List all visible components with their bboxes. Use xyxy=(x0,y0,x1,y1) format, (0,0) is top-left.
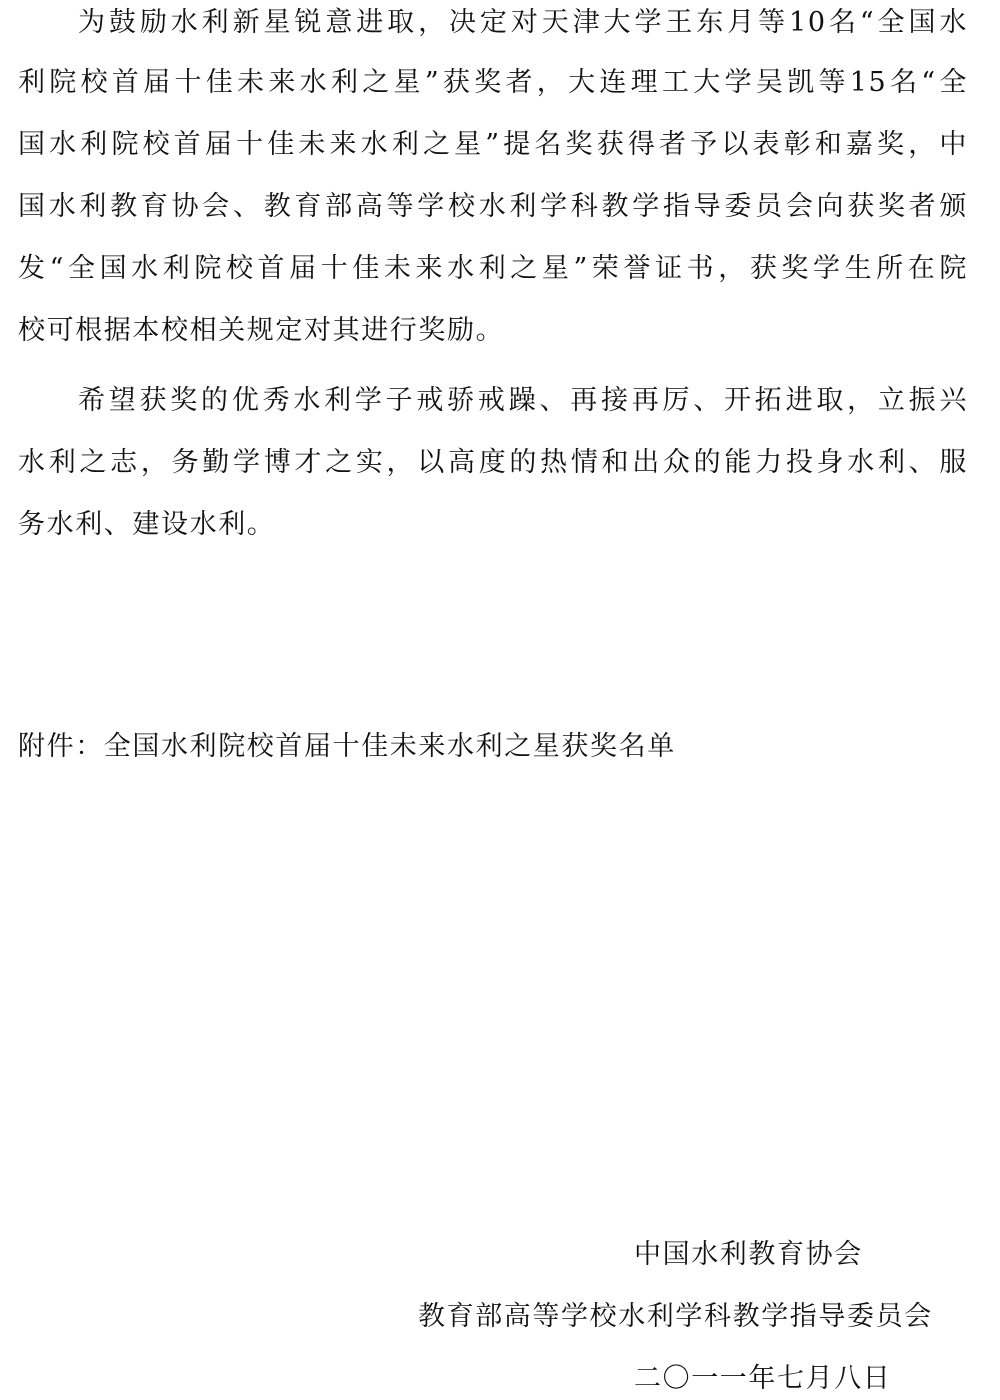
paragraph-1-line-6: 校可根据本校相关规定对其进行奖励。 xyxy=(18,315,505,346)
paragraph-1-line-3: 国水利院校首届十佳未来水利之星”提名奖获得者予以表彰和嘉奖，中 xyxy=(18,129,968,160)
paragraph-1-line-1: 为鼓励水利新星锐意进取，决定对天津大学王东月等10名“全国水 xyxy=(78,7,968,38)
paragraph-1-line-2: 利院校首届十佳未来水利之星”获奖者，大连理工大学吴凯等15名“全 xyxy=(18,67,968,98)
signature-date: 二〇一一年七月八日 xyxy=(634,1363,892,1394)
signature-org-2: 教育部高等学校水利学科教学指导委员会 xyxy=(418,1301,933,1332)
attachment-note: 附件：全国水利院校首届十佳未来水利之星获奖名单 xyxy=(18,731,676,762)
paragraph-2-line-3: 务水利、建设水利。 xyxy=(18,509,276,540)
paragraph-1-line-5: 发“全国水利院校首届十佳未来水利之星”荣誉证书，获奖学生所在院 xyxy=(18,253,968,284)
signature-org-1: 中国水利教育协会 xyxy=(634,1239,863,1270)
paragraph-2-line-1: 希望获奖的优秀水利学子戒骄戒躁、再接再厉、开拓进取，立振兴 xyxy=(78,385,968,416)
paragraph-2-line-2: 水利之志，务勤学博才之实，以高度的热情和出众的能力投身水利、服 xyxy=(18,447,968,478)
paragraph-1-line-4: 国水利教育协会、教育部高等学校水利学科教学指导委员会向获奖者颁 xyxy=(18,191,968,222)
